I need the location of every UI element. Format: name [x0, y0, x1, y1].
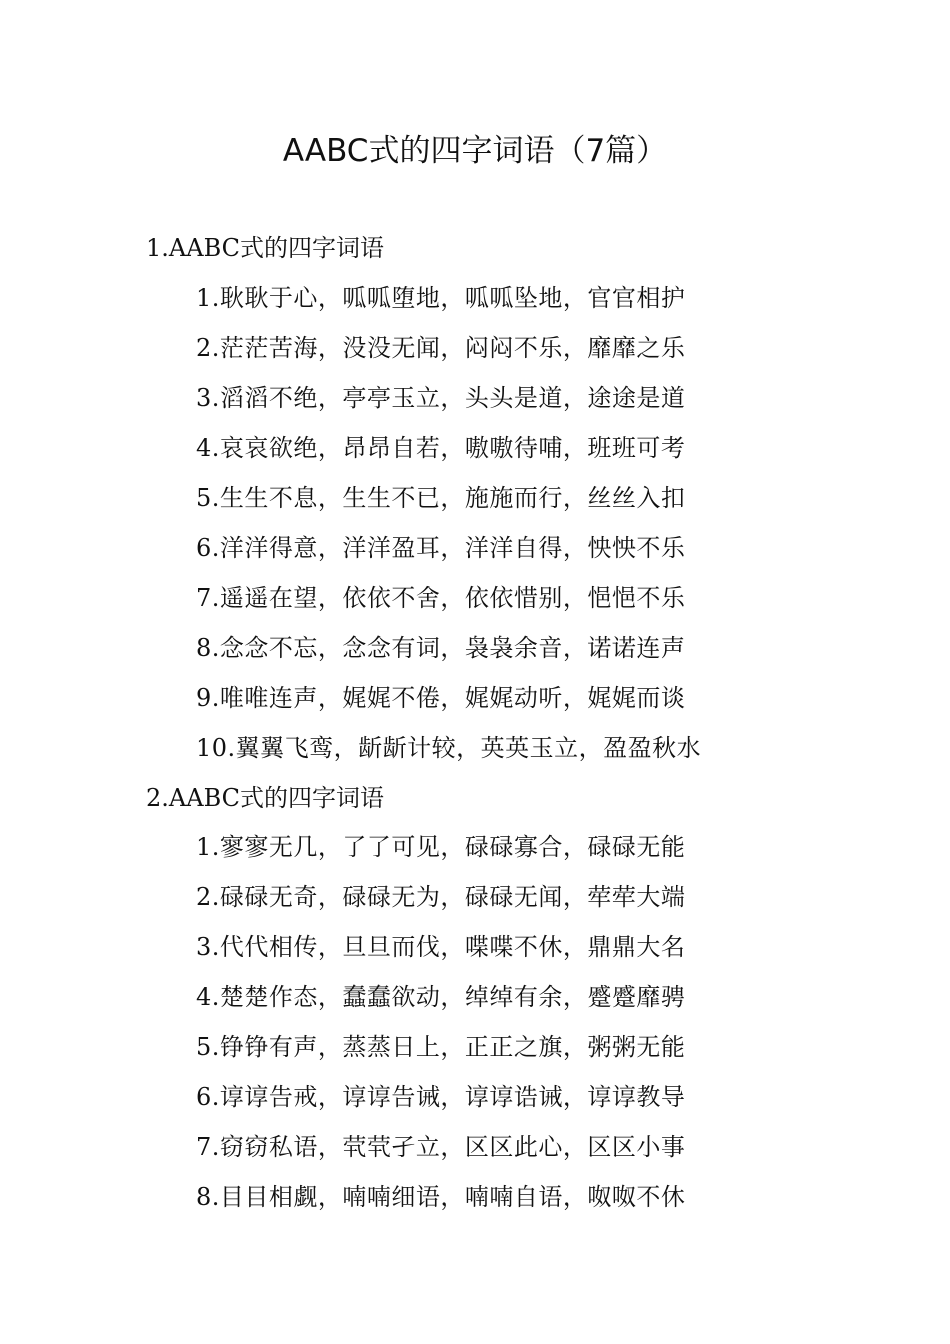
list-item: 2.碌碌无奇，碌碌无为，碌碌无闻，荦荦大端 [196, 883, 686, 911]
list-item: 3.滔滔不绝，亭亭玉立，头头是道，途途是道 [196, 384, 686, 412]
list-item: 7.遥遥在望，依依不舍，依依惜别，悒悒不乐 [196, 584, 686, 612]
list-item: 4.哀哀欲绝，昂昂自若，嗷嗷待哺，班班可考 [196, 434, 686, 462]
list-item: 1.耿耿于心，呱呱堕地，呱呱坠地，官官相护 [196, 284, 686, 312]
list-item: 9.唯唯连声，娓娓不倦，娓娓动听，娓娓而谈 [196, 684, 686, 712]
list-item: 5.生生不息，生生不已，施施而行，丝丝入扣 [196, 484, 686, 512]
list-item: 6.洋洋得意，洋洋盈耳，洋洋自得，怏怏不乐 [196, 534, 686, 562]
list-item: 1.寥寥无几，了了可见，碌碌寡合，碌碌无能 [196, 833, 686, 861]
section-heading: 1.AABC式的四字词语 [146, 234, 385, 262]
list-item: 7.窃窃私语，茕茕孑立，区区此心，区区小事 [196, 1133, 686, 1161]
list-item: 5.铮铮有声，蒸蒸日上，正正之旗，粥粥无能 [196, 1033, 686, 1061]
list-item: 6.谆谆告戒，谆谆告诫，谆谆诰诫，谆谆教导 [196, 1083, 686, 1111]
document-title: AABC式的四字词语（7篇） [282, 133, 668, 169]
list-item: 8.念念不忘，念念有词，袅袅余音，诺诺连声 [196, 634, 686, 662]
list-item: 10.翼翼飞鸾，龂龂计较，英英玉立，盈盈秋水 [196, 734, 702, 762]
list-item: 3.代代相传，旦旦而伐，喋喋不休，鼎鼎大名 [196, 933, 686, 961]
list-item: 4.楚楚作态，蠢蠢欲动，绰绰有余，蹙蹙靡骋 [196, 983, 686, 1011]
section-heading: 2.AABC式的四字词语 [146, 784, 385, 812]
list-item: 8.目目相觑，喃喃细语，喃喃自语，呶呶不休 [196, 1183, 686, 1211]
list-item: 2.茫茫苦海，没没无闻，闷闷不乐，靡靡之乐 [196, 334, 686, 362]
